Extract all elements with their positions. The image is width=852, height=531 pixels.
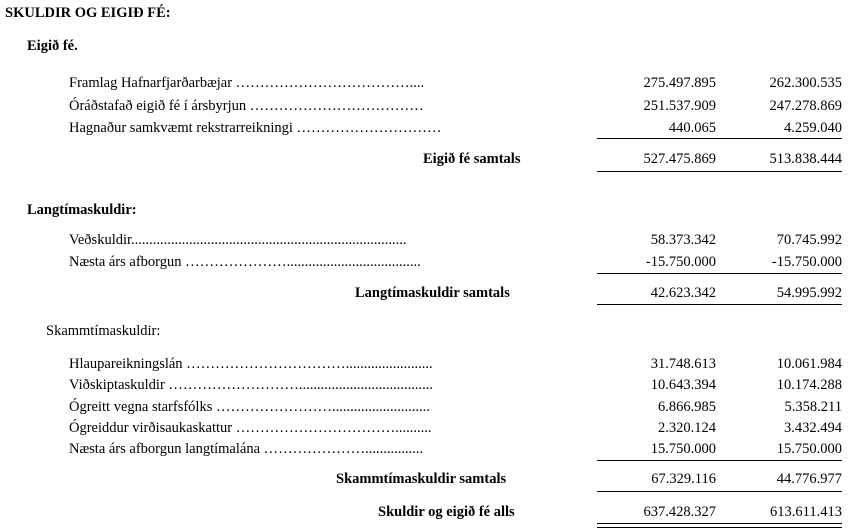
row-label: Hlaupareikningslán ……………………………........................	[69, 356, 433, 372]
row-value-col2: 70.745.992	[776, 232, 842, 248]
row-value-col2: 5.358.211	[784, 399, 842, 415]
row-value-col2: 247.278.869	[769, 98, 842, 114]
row-value-col1: 58.373.342	[650, 232, 716, 248]
subtotal-rule	[597, 138, 842, 139]
double-rule-bottom	[597, 527, 842, 528]
row-label: Hagnaður samkvæmt rekstrarreikningi …………………………	[69, 120, 442, 136]
longterm-total-label: Langtímaskuldir samtals	[355, 285, 510, 301]
row-value-col2: 15.750.000	[776, 441, 842, 457]
row-label: Óráðstafað eigið fé í ársbyrjun ………………………………	[69, 98, 424, 114]
longterm-total-col1: 42.623.342	[650, 285, 716, 301]
longterm-total-col2: 54.995.992	[776, 285, 842, 301]
row-value-col1: 251.537.909	[643, 98, 716, 114]
row-value-col1: 15.750.000	[650, 441, 716, 457]
row-value-col1: 31.748.613	[650, 356, 716, 372]
shortterm-section-title: Skammtímaskuldir:	[46, 323, 161, 339]
row-value-col2: 10.174.288	[776, 377, 842, 393]
row-value-col2: 262.300.535	[769, 75, 842, 91]
row-value-col1: 10.643.394	[650, 377, 716, 393]
row-value-col2: 3.432.494	[784, 420, 842, 436]
double-rule-top	[597, 523, 842, 524]
row-label: Framlag Hafnarfjarðarbæjar ………………………………....	[69, 75, 425, 91]
page-heading: SKULDIR OG EIGIÐ FÉ:	[5, 5, 171, 21]
row-value-col1: 440.065	[668, 120, 716, 136]
row-label: Ógreitt vegna starfsfólks ……………………...........................	[69, 399, 430, 415]
row-value-col1: 2.320.124	[658, 420, 716, 436]
subtotal-rule	[597, 273, 842, 274]
equity-section-title: Eigið fé.	[27, 38, 78, 54]
shortterm-total-col1: 67.329.116	[651, 471, 716, 487]
row-label: Veðskuldir............................................................................	[69, 232, 407, 248]
row-label: Viðskiptaskuldir ……………………….....................................	[69, 377, 434, 393]
equity-total-label: Eigið fé samtals	[423, 151, 521, 167]
subtotal-rule	[597, 491, 842, 492]
row-value-col2: -15.750.000	[771, 254, 842, 270]
equity-total-col2: 513.838.444	[769, 151, 842, 167]
subtotal-rule	[597, 460, 842, 461]
shortterm-total-label: Skammtímaskuldir samtals	[336, 471, 507, 487]
grand-total-col2: 613.611.413	[770, 504, 842, 520]
total-rule	[597, 171, 842, 172]
row-value-col2: 4.259.040	[784, 120, 842, 136]
row-label: Næsta árs afborgun ………………….....................................	[69, 254, 421, 270]
longterm-section-title: Langtímaskuldir:	[27, 202, 137, 218]
row-value-col2: 10.061.984	[776, 356, 842, 372]
equity-total-col1: 527.475.869	[643, 151, 716, 167]
row-value-col1: 6.866.985	[658, 399, 716, 415]
shortterm-total-col2: 44.776.977	[776, 471, 842, 487]
row-value-col1: 275.497.895	[643, 75, 716, 91]
row-label: Ógreiddur virðisaukaskattur ……………………………..........	[69, 420, 432, 436]
grand-total-col1: 637.428.327	[643, 504, 716, 520]
grand-total-label: Skuldir og eigið fé alls	[378, 504, 515, 520]
row-label: Næsta árs afborgun langtímalána …………………................	[69, 441, 424, 457]
total-rule	[597, 304, 842, 305]
row-value-col1: -15.750.000	[645, 254, 716, 270]
